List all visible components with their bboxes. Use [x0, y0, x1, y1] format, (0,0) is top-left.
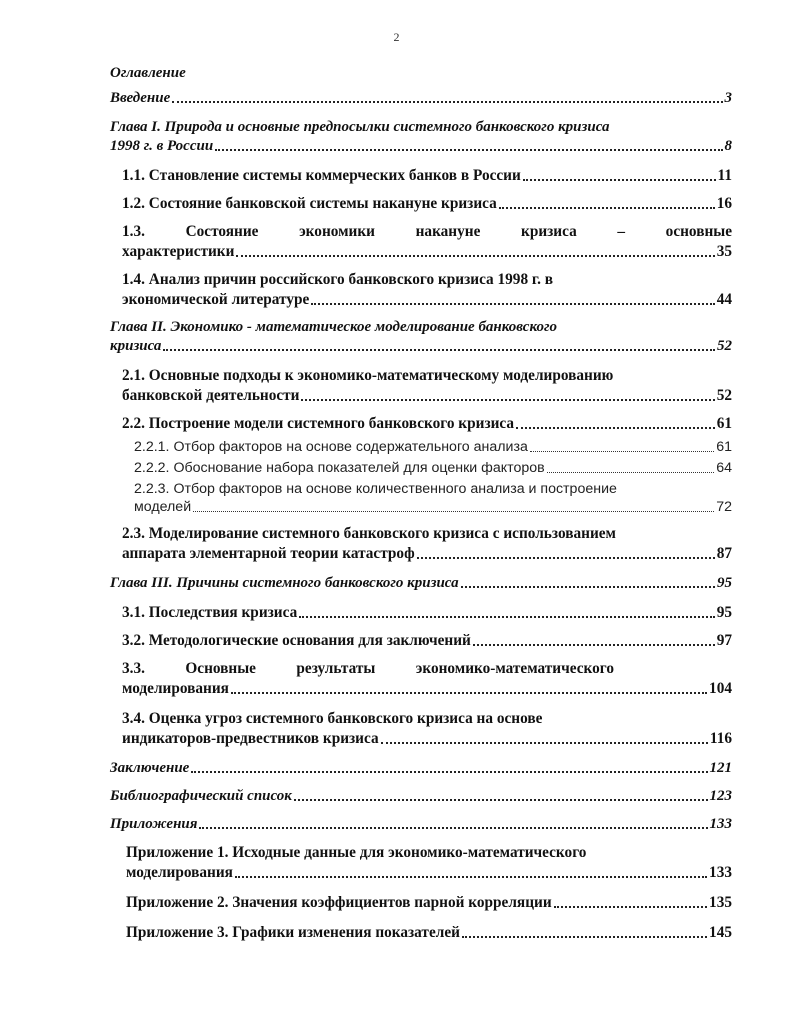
toc-entry-chapter-2[interactable] [110, 318, 732, 356]
toc-entry-text-line2: моделей [134, 499, 192, 515]
toc-entry-intro[interactable] [110, 89, 732, 108]
dot-leader [417, 557, 715, 559]
toc-entry-text: 1.1. Становление системы коммерческих банков в России [122, 167, 521, 184]
toc-entry-2-3[interactable] [122, 524, 732, 564]
dot-leader [172, 101, 722, 103]
toc-entry-text-line1: 2.3. Моделирование системного банковского кризиса с использованием [122, 525, 616, 542]
toc-entry-page: 116 [709, 730, 732, 747]
toc-entry-1-1[interactable] [122, 166, 732, 186]
toc-entry-text-line2: банковской деятельности [122, 387, 300, 404]
toc-entry-text-line1: 2.2.3. Отбор факторов на основе количественного анализа и построение [134, 481, 617, 497]
dot-leader [381, 742, 708, 744]
dot-leader [530, 451, 714, 452]
page-number: 2 [393, 30, 400, 44]
toc-entry-text-line2: аппарата элементарной теории катастроф [122, 545, 415, 562]
dot-leader [193, 511, 714, 512]
dot-leader [523, 179, 716, 181]
toc-entry-text-line1: Глава I. Природа и основные предпосылки системного банковского кризиса [110, 119, 610, 135]
toc-entry-page: 87 [716, 545, 732, 562]
toc-entry-text-line2: кризиса [110, 338, 162, 354]
toc-entry-chapter-3[interactable] [110, 574, 732, 593]
toc-entry-page: 61 [716, 439, 732, 455]
toc-entry-text-line2: моделирования [122, 680, 229, 697]
toc-entry-text: Приложение 2. Значения коэффициентов парной корреляции [126, 894, 552, 911]
toc-entry-text-line2: 1998 г. в России [110, 138, 214, 154]
toc-entry-appendices[interactable] [110, 815, 732, 834]
toc-entry-conclusion[interactable] [110, 759, 732, 778]
toc-entry-text: Заключение [110, 760, 190, 776]
dot-leader [191, 771, 707, 773]
toc-entry-page: 16 [716, 195, 732, 212]
toc-entry-text: Приложение 3. Графики изменения показателей [126, 924, 460, 941]
dot-leader [311, 303, 714, 305]
toc-entry-2-2-1[interactable] [134, 438, 732, 456]
toc-entry-text: Введение [110, 90, 171, 106]
toc-entry-page: 3 [724, 90, 732, 106]
toc-entry-page: 135 [709, 894, 732, 911]
toc-entry-page: 133 [709, 816, 732, 832]
toc-entry-page: 8 [724, 138, 732, 154]
toc-entry-2-2-2[interactable] [134, 459, 732, 477]
toc-entry-text: 2.2. Построение модели системного банковского кризиса [122, 415, 515, 432]
toc-entry-1-2[interactable] [122, 194, 732, 214]
dot-leader [473, 644, 715, 646]
toc-entry-text-line1: 3.3. Основные результаты экономико-математического [122, 660, 614, 677]
toc-entry-text-line1: 3.4. Оценка угроз системного банковского кризиса на основе [122, 710, 543, 727]
dot-leader [462, 936, 707, 938]
table-of-contents [110, 64, 732, 951]
toc-entry-page: 72 [716, 499, 732, 515]
toc-entry-text: 2.2.2. Обоснование набора показателей для оценки факторов [134, 460, 545, 476]
toc-entry-page: 104 [709, 680, 732, 697]
dot-leader [163, 349, 715, 351]
dot-leader [301, 399, 714, 401]
toc-entry-3-2[interactable] [122, 631, 732, 651]
toc-entry-3-1[interactable] [122, 603, 732, 623]
toc-entry-text: Библиографический список [110, 788, 292, 804]
toc-entry-3-3[interactable] [122, 659, 732, 699]
toc-entry-appendix-2[interactable] [126, 893, 732, 913]
toc-entry-page: 145 [709, 924, 732, 941]
dot-leader [215, 149, 722, 151]
dot-leader [516, 427, 715, 429]
toc-entry-page: 61 [716, 415, 732, 432]
dot-leader [294, 799, 708, 801]
toc-entry-text: Глава III. Причины системного банковского кризиса [110, 575, 459, 591]
toc-entry-page: 35 [716, 243, 732, 260]
toc-entry-text-line2: экономической литературе [122, 291, 310, 308]
toc-entry-page: 64 [716, 460, 732, 476]
dot-leader [499, 207, 715, 209]
toc-entry-text-line2: моделирования [126, 864, 233, 881]
dot-leader [299, 616, 714, 618]
toc-entry-2-1[interactable] [122, 366, 732, 406]
toc-entry-text: 3.2. Методологические основания для заключений [122, 632, 471, 649]
toc-entry-text-line1: 2.1. Основные подходы к экономико-математическому моделированию [122, 367, 614, 384]
toc-entry-page: 52 [716, 387, 732, 404]
toc-entry-page: 123 [709, 788, 732, 804]
dot-leader [235, 876, 707, 878]
toc-entry-text-line1: Глава II. Экономико - математическое моделирование банковского [110, 319, 558, 335]
toc-entry-page: 11 [717, 167, 732, 184]
toc-entry-page: 44 [716, 291, 732, 308]
toc-entry-page: 133 [709, 864, 732, 881]
toc-entry-text-line1: Приложение 1. Исходные данные для экономико-математического [126, 844, 587, 861]
dot-leader [554, 906, 707, 908]
toc-entry-text: 1.2. Состояние банковской системы накануне кризиса [122, 195, 497, 212]
toc-entry-page: 95 [717, 575, 732, 591]
toc-entry-appendix-1[interactable] [126, 843, 732, 883]
toc-entry-2-2-3[interactable] [134, 480, 732, 516]
toc-entry-appendix-3[interactable] [126, 923, 732, 943]
toc-entry-text-line1: 1.3. Состояние экономики накануне кризиса – основные [122, 223, 732, 240]
toc-entry-page: 95 [716, 604, 732, 621]
toc-entry-page: 52 [717, 338, 732, 354]
toc-entry-2-2[interactable] [122, 414, 732, 434]
dot-leader [199, 827, 707, 829]
dot-leader [231, 692, 707, 694]
dot-leader [461, 586, 715, 588]
dot-leader [547, 472, 715, 473]
dot-leader [236, 255, 714, 257]
toc-entry-text: 3.1. Последствия кризиса [122, 604, 298, 621]
toc-entry-text-line2: характеристики [122, 243, 235, 260]
toc-entry-page: 97 [716, 632, 732, 649]
toc-entry-page: 121 [709, 760, 732, 776]
toc-entry-text-line1: 1.4. Анализ причин российского банковского кризиса 1998 г. в [122, 271, 554, 288]
toc-entry-text: 2.2.1. Отбор факторов на основе содержательного анализа [134, 439, 528, 455]
toc-entry-1-3[interactable] [122, 222, 732, 262]
toc-heading: Оглавление [110, 65, 186, 81]
toc-entry-3-4[interactable] [122, 709, 732, 749]
toc-entry-chapter-1[interactable] [110, 118, 732, 156]
toc-entry-text-line2: индикаторов-предвестников кризиса [122, 730, 379, 747]
toc-entry-1-4[interactable] [122, 270, 732, 310]
toc-entry-bibliography[interactable] [110, 787, 732, 806]
toc-entry-text: Приложения [110, 816, 198, 832]
